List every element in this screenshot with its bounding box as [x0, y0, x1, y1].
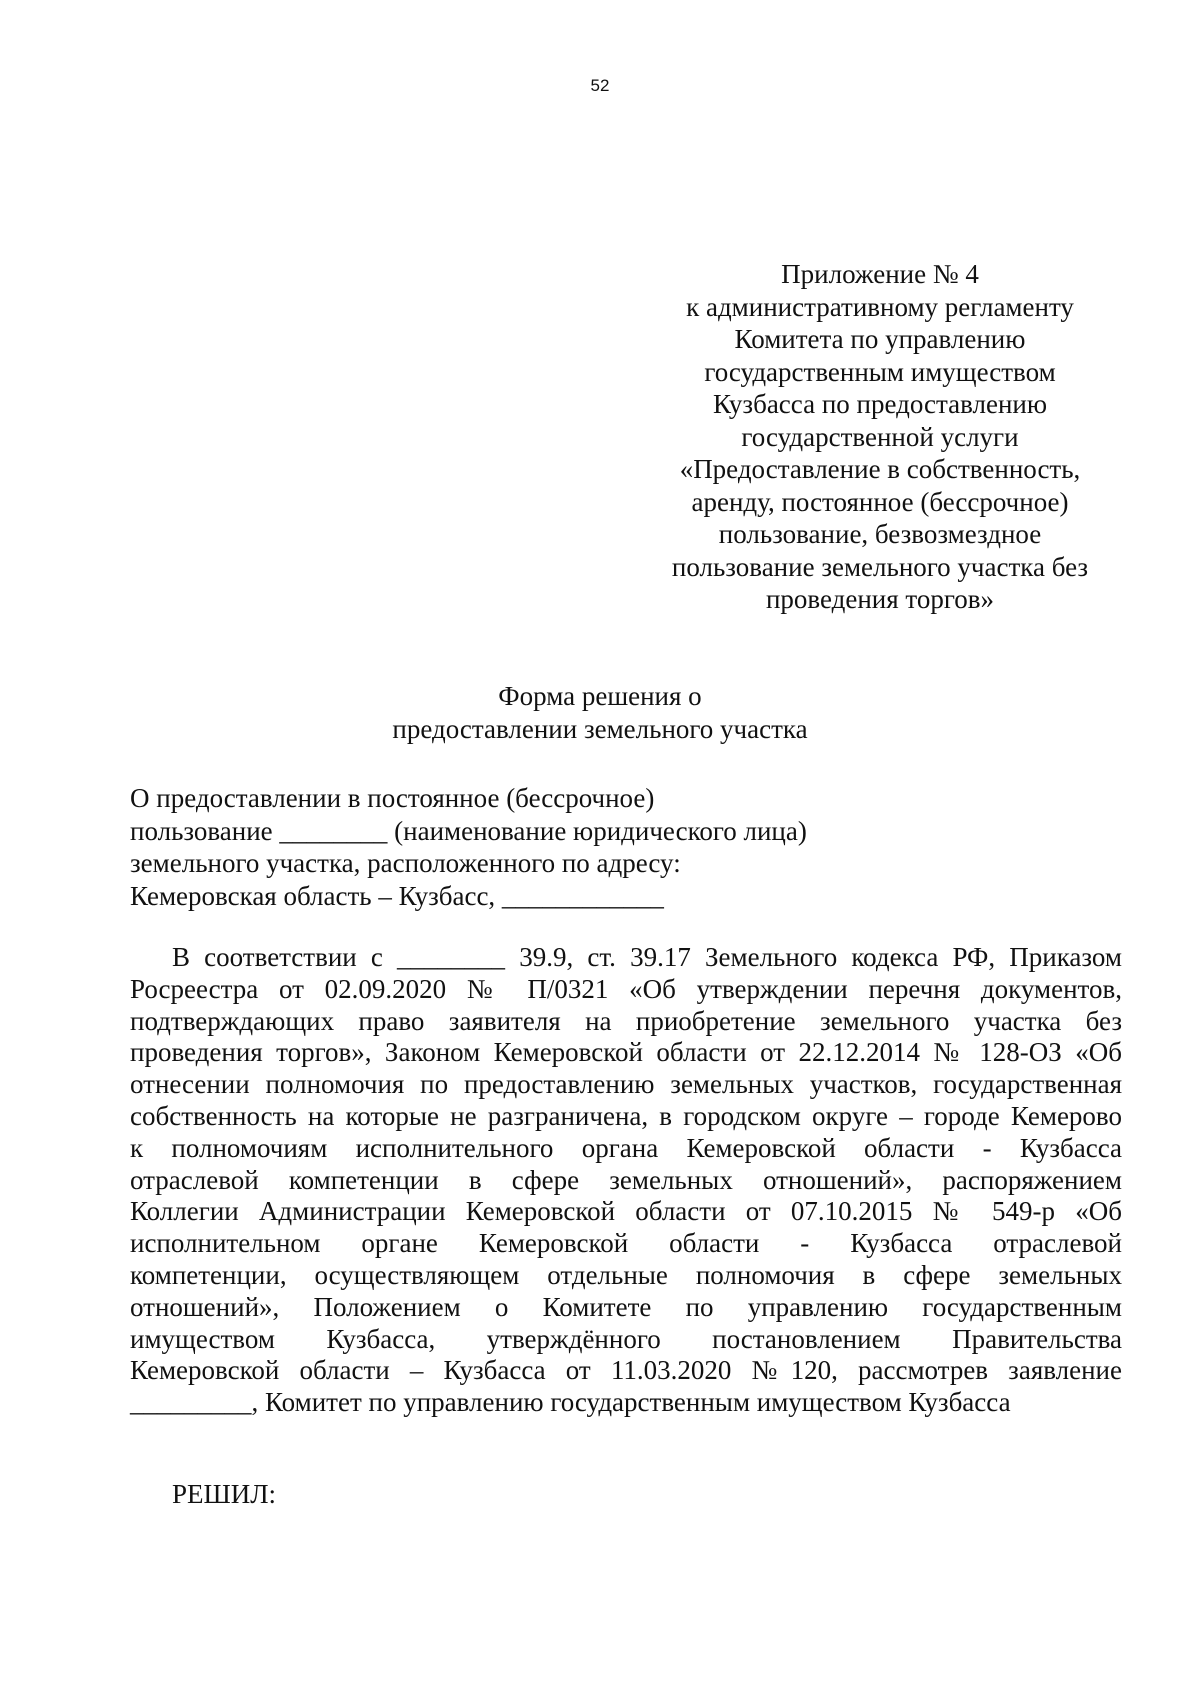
decision-label: РЕШИЛ: [172, 1479, 277, 1509]
appendix-line: Комитета по управлению [734, 324, 1026, 354]
body-line: проведения торгов», Законом Кемеровской области от 22.12.2014 № 128-ОЗ «Об [130, 1037, 1122, 1068]
body-line: Коллегии Администрации Кемеровской области от 07.10.2015 № 549-р «Об [130, 1196, 1122, 1227]
form-title-line: Форма решения о [498, 681, 702, 711]
page-number: 52 [590, 76, 610, 95]
body-line: к полномочиям исполнительного органа Кемеровской области - Кузбасса [130, 1132, 1122, 1163]
body-line: отношений», Положением о Комитете по управлению государственным [130, 1291, 1122, 1322]
body-line: имуществом Кузбасса, утверждённого постановлением Правительства [130, 1323, 1122, 1354]
appendix-line: пользование земельного участка без [671, 551, 1089, 582]
body-line: Кемеровской области – Кузбасса от 11.03.2020 №120, рассмотрев заявление [130, 1355, 1122, 1386]
appendix-line: государственным имуществом [704, 356, 1056, 387]
appendix-line: государственной услуги [741, 421, 1019, 452]
body-line: отнесении полномочия по предоставлению земельных участков, государственная [130, 1069, 1122, 1100]
subject-line: Кемеровская область – Кузбасс, ____________ [130, 880, 664, 911]
subject-line: О предоставлении в постоянное (бессрочное) [130, 783, 655, 813]
body-paragraph [130, 942, 1122, 1419]
form-title-line: предоставлении земельного участка [392, 713, 808, 744]
form-title [0, 680, 1200, 745]
appendix-line: Кузбасса по предоставлению [712, 389, 1048, 419]
appendix-line: пользование, безвозмездное [718, 519, 1042, 549]
subject-line: пользование ________ (наименование юридического лица) [130, 815, 807, 846]
appendix-line: «Предоставление в собственность, [679, 454, 1081, 484]
body-line: компетенции, осуществляющем отдельные полномочия в сфере земельных [130, 1259, 1122, 1290]
appendix-line: к административному регламенту [686, 291, 1074, 322]
body-line: В соответствии с ________ 39.9, ст. 39.17 Земельного кодекса РФ, Приказом [172, 942, 1122, 972]
appendix-header [640, 258, 1120, 616]
appendix-line: Приложение № 4 [781, 259, 979, 289]
body-line: подтверждающих право заявителя на приобретение земельного участка без [130, 1005, 1122, 1036]
appendix-line: проведения торгов» [765, 584, 995, 614]
subject-line: земельного участка, расположенного по адресу: [130, 848, 681, 878]
appendix-line: аренду, постоянное (бессрочное) [691, 486, 1069, 517]
body-line: отраслевой компетенции в сфере земельных отношений», распоряжением [130, 1164, 1122, 1195]
decision-subject [130, 782, 1130, 912]
body-line: Росреестра от 02.09.2020 № П/0321 «Об утверждении перечня документов, [130, 973, 1122, 1004]
body-line: собственность на которые не разграничена, в городском округе – городе Кемерово [130, 1100, 1122, 1131]
body-line: исполнительном органе Кемеровской области - Кузбасса отраслевой [130, 1228, 1122, 1259]
body-line: _________, Комитет по управлению государственным имуществом Кузбасса [130, 1387, 1011, 1418]
